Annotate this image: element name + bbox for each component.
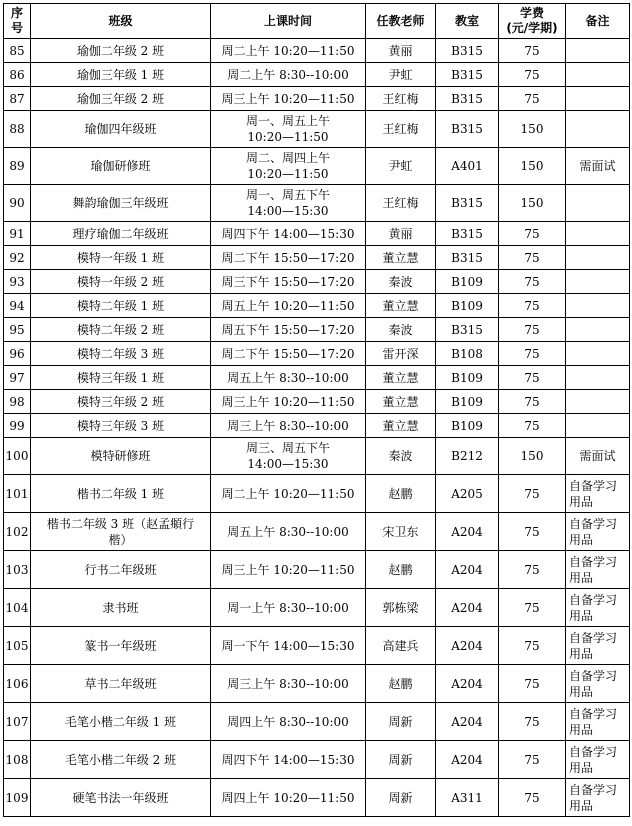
header-note [566, 4, 630, 39]
teacher-name: 周新 [366, 779, 436, 817]
row-number: 86 [4, 63, 31, 87]
table-row [4, 294, 630, 318]
tuition-fee: 150 [499, 111, 566, 148]
header-label: (元/学期) [506, 21, 558, 35]
remark-line: 自备学习 [569, 554, 618, 569]
row-number: 94 [4, 294, 31, 318]
class-time-line: 周二、周四上午 [245, 151, 330, 165]
tuition-fee: 75 [499, 513, 566, 551]
class-name-line: 隶书班 [102, 600, 139, 615]
remark [566, 63, 630, 87]
classroom: B315 [436, 318, 499, 342]
tuition-fee: 150 [499, 438, 566, 475]
class-time [211, 111, 366, 148]
class-name [31, 111, 211, 148]
header-teacher [366, 4, 436, 39]
class-time-line: 周三上午 8:30--10:00 [227, 676, 349, 691]
tuition-fee: 150 [499, 185, 566, 222]
class-name [31, 414, 211, 438]
teacher-name: 郭栋梁 [366, 589, 436, 627]
teacher-name: 秦波 [366, 438, 436, 475]
class-time-line: 周二上午 8:30--10:00 [227, 67, 349, 82]
table-row [4, 513, 630, 551]
class-name-line: 瑜伽四年级班 [84, 122, 157, 136]
class-name-line: 行书二年级班 [84, 562, 157, 577]
class-time-line: 周五上午 8:30--10:00 [227, 370, 349, 385]
row-number: 92 [4, 246, 31, 270]
remark [566, 414, 630, 438]
tuition-fee: 150 [499, 148, 566, 185]
class-name-line: 模特一年级 1 班 [76, 250, 165, 265]
class-name [31, 475, 211, 513]
class-name [31, 366, 211, 390]
row-number: 91 [4, 222, 31, 246]
class-time [211, 148, 366, 185]
class-time [211, 551, 366, 589]
row-number: 105 [4, 627, 31, 665]
remark [566, 148, 630, 185]
header-label: 教室 [454, 13, 479, 28]
header-label: 任教老师 [376, 13, 425, 28]
class-name-line: 篆书一年级班 [84, 638, 157, 653]
table-row [4, 551, 630, 589]
remark [566, 438, 630, 475]
class-name [31, 627, 211, 665]
class-name-line: 模特三年级 3 班 [76, 418, 165, 433]
classroom: B315 [436, 63, 499, 87]
table-row [4, 366, 630, 390]
table-row [4, 87, 630, 111]
classroom: B108 [436, 342, 499, 366]
class-name [31, 589, 211, 627]
row-number: 89 [4, 148, 31, 185]
class-name-line: 楷书二年级 1 班 [76, 486, 165, 501]
tuition-fee: 75 [499, 475, 566, 513]
class-name-line: 模特二年级 3 班 [76, 346, 165, 361]
class-time [211, 185, 366, 222]
tuition-fee: 75 [499, 703, 566, 741]
tuition-fee: 75 [499, 63, 566, 87]
remark-line: 用品 [569, 760, 594, 775]
remark-line: 用品 [569, 532, 594, 547]
class-time-line: 周一上午 8:30--10:00 [227, 600, 349, 615]
table-row [4, 390, 630, 414]
class-name [31, 438, 211, 475]
classroom: A401 [436, 148, 499, 185]
remark [566, 246, 630, 270]
class-time-line: 周四上午 10:20—11:50 [221, 790, 355, 805]
header-no [4, 4, 31, 39]
class-time-line: 周三上午 10:20—11:50 [221, 91, 355, 106]
table-row [4, 318, 630, 342]
classroom: B109 [436, 366, 499, 390]
teacher-name: 赵鹏 [366, 475, 436, 513]
classroom: B315 [436, 185, 499, 222]
class-name [31, 551, 211, 589]
remark [566, 741, 630, 779]
class-time-line: 周五上午 8:30--10:00 [227, 524, 349, 539]
classroom: A205 [436, 475, 499, 513]
remark [566, 390, 630, 414]
remark-line: 自备学习 [569, 478, 618, 493]
remark-line: 自备学习 [569, 630, 618, 645]
remark-line: 用品 [569, 494, 594, 509]
remark-line: 用品 [569, 684, 594, 699]
teacher-name: 王红梅 [366, 87, 436, 111]
table-row [4, 414, 630, 438]
class-time-line: 周三上午 10:20—11:50 [221, 562, 355, 577]
class-name [31, 246, 211, 270]
row-number: 98 [4, 390, 31, 414]
class-time-line: 周五下午 15:50—17:20 [221, 322, 355, 337]
teacher-name: 黄丽 [366, 222, 436, 246]
class-time-line: 周一、周五上午 [245, 114, 330, 128]
teacher-name: 赵鹏 [366, 665, 436, 703]
classroom: A204 [436, 627, 499, 665]
table-row [4, 342, 630, 366]
tuition-fee: 75 [499, 665, 566, 703]
tuition-fee: 75 [499, 414, 566, 438]
remark-line: 用品 [569, 722, 594, 737]
classroom: A204 [436, 589, 499, 627]
remark-line: 自备学习 [569, 592, 618, 607]
classroom: B315 [436, 222, 499, 246]
class-time-line: 周三、周五下午 [245, 441, 330, 455]
table-row [4, 475, 630, 513]
classroom: B315 [436, 246, 499, 270]
class-name-line: 毛笔小楷二年级 2 班 [64, 752, 177, 767]
class-time [211, 741, 366, 779]
remark [566, 366, 630, 390]
teacher-name: 董立慧 [366, 390, 436, 414]
classroom: B315 [436, 39, 499, 63]
class-time [211, 779, 366, 817]
row-number: 107 [4, 703, 31, 741]
class-name [31, 318, 211, 342]
class-time-line: 周三上午 8:30--10:00 [227, 418, 349, 433]
header-label: 班级 [108, 13, 133, 28]
teacher-name: 宋卫东 [366, 513, 436, 551]
classroom: A204 [436, 551, 499, 589]
classroom: A204 [436, 513, 499, 551]
class-name-line: 模特二年级 2 班 [76, 322, 165, 337]
table-row [4, 589, 630, 627]
teacher-name: 尹虹 [366, 148, 436, 185]
remark [566, 87, 630, 111]
remark-line: 用品 [569, 608, 594, 623]
remark-line: 用品 [569, 646, 594, 661]
table-row [4, 111, 630, 148]
class-name [31, 270, 211, 294]
remark [566, 270, 630, 294]
tuition-fee: 75 [499, 87, 566, 111]
classroom: B315 [436, 111, 499, 148]
class-name [31, 222, 211, 246]
teacher-name: 尹虹 [366, 63, 436, 87]
class-name-line: 模特二年级 1 班 [76, 298, 165, 313]
remark [566, 665, 630, 703]
class-name-line: 楷书二年级 3 班（赵孟頫行 [46, 516, 195, 531]
class-time [211, 39, 366, 63]
table-row [4, 63, 630, 87]
remark [566, 39, 630, 63]
classroom: B315 [436, 87, 499, 111]
class-name-line: 草书二年级班 [84, 676, 157, 691]
tuition-fee: 75 [499, 551, 566, 589]
class-time-line: 周一、周五下午 [245, 188, 330, 202]
tuition-fee: 75 [499, 779, 566, 817]
teacher-name: 董立慧 [366, 246, 436, 270]
table-row [4, 39, 630, 63]
class-name-line: 毛笔小楷二年级 1 班 [64, 714, 177, 729]
class-time [211, 665, 366, 703]
teacher-name: 王红梅 [366, 111, 436, 148]
class-name [31, 63, 211, 87]
class-time [211, 414, 366, 438]
teacher-name: 雷开深 [366, 342, 436, 366]
classroom: A204 [436, 741, 499, 779]
remark [566, 551, 630, 589]
class-name-line: 模特三年级 1 班 [76, 370, 165, 385]
class-time [211, 366, 366, 390]
teacher-name: 高建兵 [366, 627, 436, 665]
class-name-line: 瑜伽三年级 2 班 [76, 91, 165, 106]
class-time [211, 87, 366, 111]
header-label: 号 [10, 21, 23, 35]
class-time-line: 周二上午 10:20—11:50 [221, 43, 355, 58]
table-row [4, 222, 630, 246]
class-time [211, 342, 366, 366]
remark [566, 111, 630, 148]
tuition-fee: 75 [499, 246, 566, 270]
class-name-line: 硬笔书法一年级班 [72, 790, 169, 805]
tuition-fee: 75 [499, 589, 566, 627]
teacher-name: 秦波 [366, 270, 436, 294]
tuition-fee: 75 [499, 390, 566, 414]
class-time-line: 周五上午 10:20—11:50 [221, 298, 355, 313]
remark-line: 需面试 [579, 159, 616, 173]
class-time-line: 周四上午 8:30--10:00 [227, 714, 349, 729]
row-number: 87 [4, 87, 31, 111]
class-time [211, 703, 366, 741]
row-number: 106 [4, 665, 31, 703]
teacher-name: 董立慧 [366, 366, 436, 390]
tuition-fee: 75 [499, 741, 566, 779]
class-name-line: 模特一年级 2 班 [76, 274, 165, 289]
class-time [211, 270, 366, 294]
remark [566, 627, 630, 665]
classroom: A311 [436, 779, 499, 817]
class-time [211, 627, 366, 665]
class-time [211, 589, 366, 627]
teacher-name: 赵鹏 [366, 551, 436, 589]
table-row [4, 703, 630, 741]
row-number: 96 [4, 342, 31, 366]
class-time-line: 周三上午 10:20—11:50 [221, 394, 355, 409]
teacher-name: 周新 [366, 741, 436, 779]
tuition-fee: 75 [499, 39, 566, 63]
table-row [4, 438, 630, 475]
teacher-name: 董立慧 [366, 294, 436, 318]
row-number: 90 [4, 185, 31, 222]
class-time-line: 14:00—15:30 [247, 204, 329, 218]
class-name [31, 87, 211, 111]
table-row [4, 779, 630, 817]
table-row [4, 246, 630, 270]
teacher-name: 王红梅 [366, 185, 436, 222]
class-time [211, 246, 366, 270]
table-row [4, 148, 630, 185]
class-time [211, 294, 366, 318]
class-name [31, 148, 211, 185]
class-name [31, 779, 211, 817]
class-name [31, 665, 211, 703]
table-row [4, 627, 630, 665]
teacher-name: 周新 [366, 703, 436, 741]
tuition-fee: 75 [499, 294, 566, 318]
remark-line: 自备学习 [569, 782, 618, 797]
remark-line: 自备学习 [569, 668, 618, 683]
class-time-line: 14:00—15:30 [247, 457, 329, 471]
class-name [31, 39, 211, 63]
schedule-table-wrapper [3, 3, 630, 817]
class-name-line: 楷） [108, 532, 133, 547]
remark [566, 589, 630, 627]
classroom: B109 [436, 294, 499, 318]
remark-line: 自备学习 [569, 744, 618, 759]
header-label: 学费 [519, 6, 544, 20]
tuition-fee: 75 [499, 222, 566, 246]
table-row [4, 185, 630, 222]
row-number: 99 [4, 414, 31, 438]
remark [566, 185, 630, 222]
row-number: 100 [4, 438, 31, 475]
row-number: 101 [4, 475, 31, 513]
remark [566, 779, 630, 817]
header-row [4, 4, 630, 39]
class-name-line: 模特三年级 2 班 [76, 394, 165, 409]
class-name [31, 342, 211, 366]
class-name [31, 294, 211, 318]
class-time [211, 63, 366, 87]
class-time-line: 周四下午 14:00—15:30 [221, 752, 355, 767]
header-class [31, 4, 211, 39]
classroom: B109 [436, 414, 499, 438]
tuition-fee: 75 [499, 270, 566, 294]
teacher-name: 秦波 [366, 318, 436, 342]
class-name-line: 瑜伽三年级 1 班 [76, 67, 165, 82]
remark [566, 318, 630, 342]
class-time-line: 10:20—11:50 [247, 130, 329, 144]
teacher-name: 董立慧 [366, 414, 436, 438]
row-number: 109 [4, 779, 31, 817]
remark [566, 513, 630, 551]
class-name-line: 模特研修班 [90, 449, 151, 463]
header-label: 备注 [585, 13, 610, 28]
remark-line: 用品 [569, 798, 594, 813]
class-time-line: 周二下午 15:50—17:20 [221, 346, 355, 361]
class-time-line: 10:20—11:50 [247, 167, 329, 181]
classroom: A204 [436, 703, 499, 741]
class-time-line: 周一下午 14:00—15:30 [221, 638, 355, 653]
table-row [4, 741, 630, 779]
remark-line: 自备学习 [569, 516, 618, 531]
class-name-line: 瑜伽二年级 2 班 [76, 43, 165, 58]
table-row [4, 665, 630, 703]
remark [566, 294, 630, 318]
class-name [31, 741, 211, 779]
class-time-line: 周二上午 10:20—11:50 [221, 486, 355, 501]
class-time [211, 390, 366, 414]
class-name-line: 舞韵瑜伽三年级班 [72, 196, 169, 210]
row-number: 93 [4, 270, 31, 294]
class-time [211, 513, 366, 551]
class-time [211, 222, 366, 246]
remark [566, 475, 630, 513]
class-time-line: 周三下午 15:50—17:20 [221, 274, 355, 289]
header-time [211, 4, 366, 39]
row-number: 95 [4, 318, 31, 342]
class-name [31, 185, 211, 222]
table-row [4, 270, 630, 294]
row-number: 103 [4, 551, 31, 589]
tuition-fee: 75 [499, 627, 566, 665]
remark-line: 自备学习 [569, 706, 618, 721]
remark-line: 用品 [569, 570, 594, 585]
classroom: B109 [436, 390, 499, 414]
course-schedule-table [3, 3, 630, 817]
class-name [31, 703, 211, 741]
tuition-fee: 75 [499, 342, 566, 366]
classroom: A204 [436, 665, 499, 703]
teacher-name: 黄丽 [366, 39, 436, 63]
class-time-line: 周四下午 14:00—15:30 [221, 226, 355, 241]
header-fee [499, 4, 566, 39]
tuition-fee: 75 [499, 366, 566, 390]
table-body [4, 39, 630, 817]
header-room [436, 4, 499, 39]
tuition-fee: 75 [499, 318, 566, 342]
class-time [211, 318, 366, 342]
class-name [31, 513, 211, 551]
remark [566, 342, 630, 366]
row-number: 108 [4, 741, 31, 779]
header-label: 序 [10, 6, 23, 20]
class-name [31, 390, 211, 414]
classroom: B212 [436, 438, 499, 475]
header-label: 上课时间 [263, 13, 312, 28]
class-time [211, 475, 366, 513]
class-name-line: 理疗瑜伽二年级班 [72, 226, 169, 241]
row-number: 104 [4, 589, 31, 627]
classroom: B109 [436, 270, 499, 294]
class-name-line: 瑜伽研修班 [90, 159, 151, 173]
remark-line: 需面试 [579, 449, 616, 463]
row-number: 102 [4, 513, 31, 551]
class-time-line: 周二下午 15:50—17:20 [221, 250, 355, 265]
row-number: 85 [4, 39, 31, 63]
row-number: 97 [4, 366, 31, 390]
remark [566, 703, 630, 741]
row-number: 88 [4, 111, 31, 148]
remark [566, 222, 630, 246]
class-time [211, 438, 366, 475]
